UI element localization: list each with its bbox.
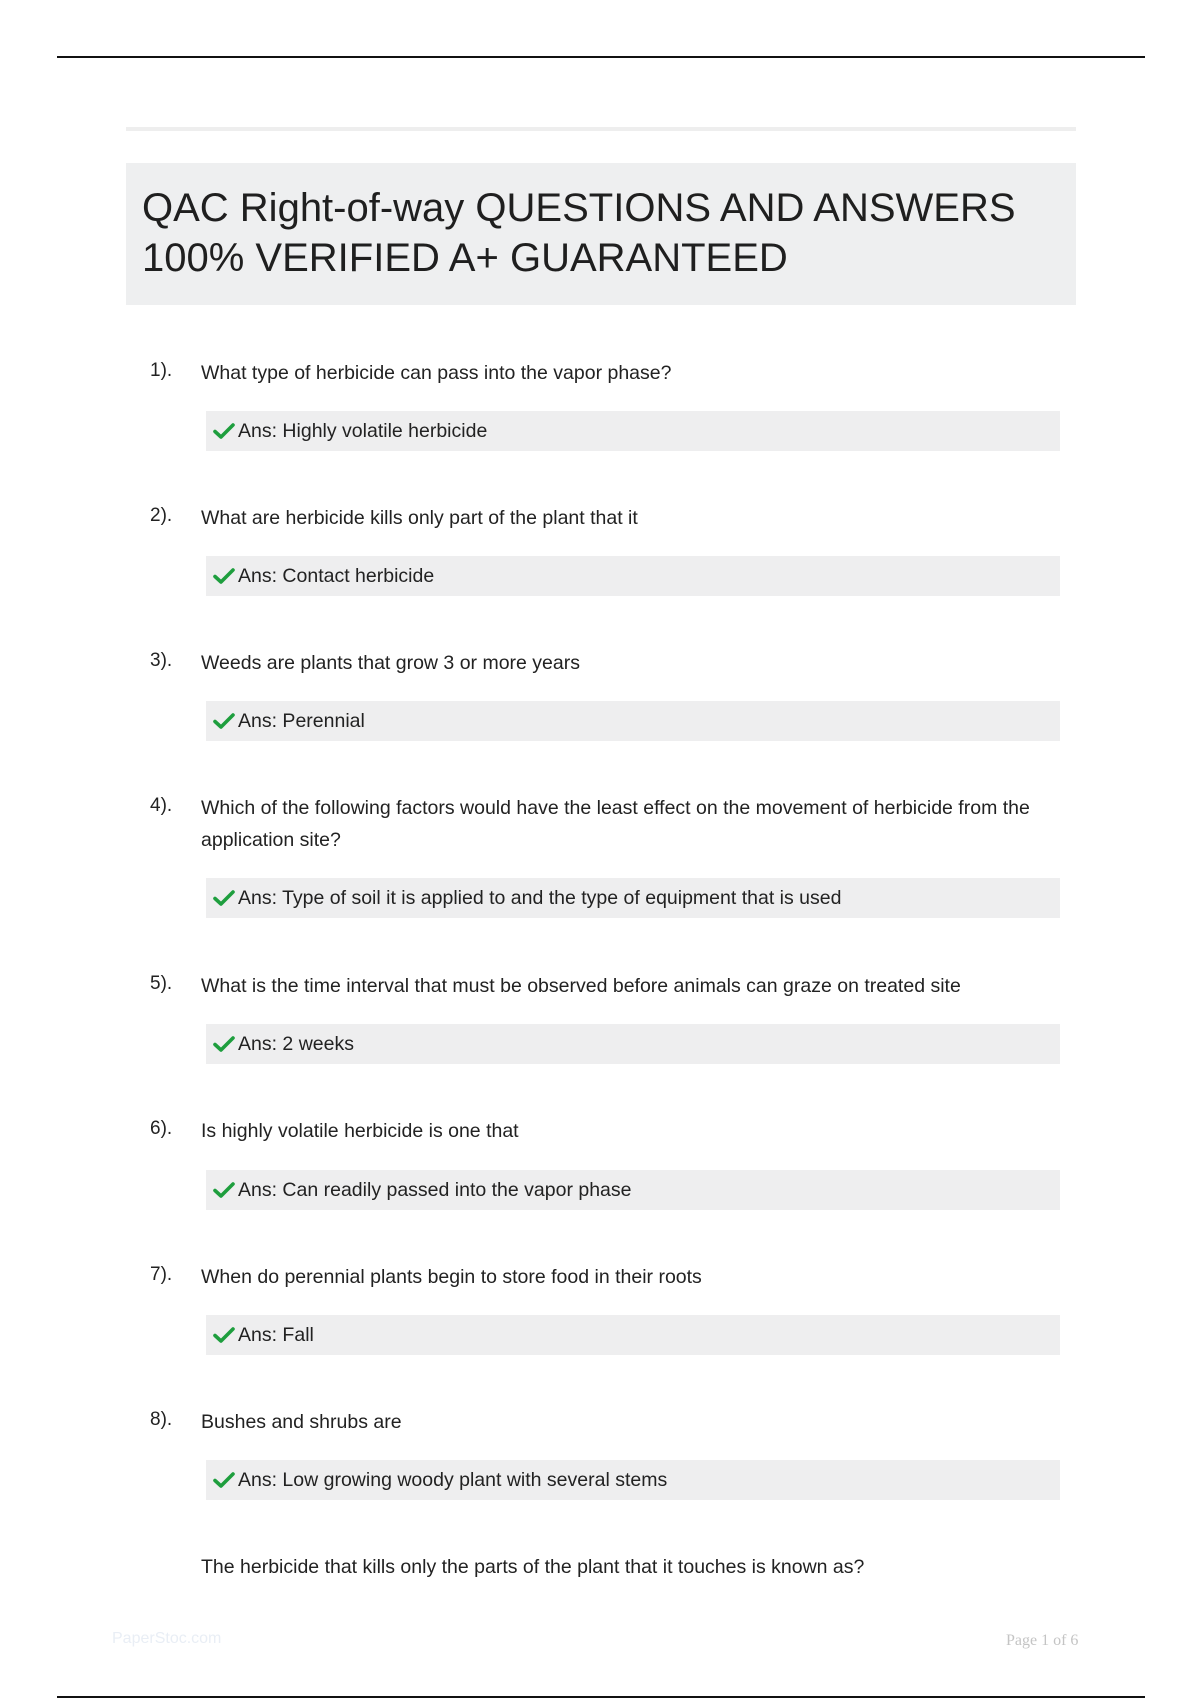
- question-text: Weeds are plants that grow 3 or more years: [201, 652, 580, 674]
- watermark-text: PaperStoc.com: [112, 1630, 222, 1647]
- question-text: What are herbicide kills only part of the plant that it: [201, 507, 638, 529]
- question-number: 7).: [150, 1264, 173, 1285]
- title-banner: [126, 163, 1076, 305]
- title-line-2: 100% VERIFIED A+ GUARANTEED: [142, 236, 788, 280]
- answer-text: Ans: Fall: [238, 1323, 314, 1346]
- answer-text: Ans: Perennial: [238, 709, 365, 732]
- checkmark-icon: [212, 1469, 236, 1491]
- question-number: 1).: [150, 360, 173, 381]
- answer-box: [206, 701, 1060, 741]
- answer-box: [206, 1170, 1060, 1210]
- answer-box: [206, 1460, 1060, 1500]
- answer-box: [206, 411, 1060, 451]
- answer-text: Ans: Low growing woody plant with several stems: [238, 1468, 668, 1491]
- question-number: 4).: [150, 795, 173, 816]
- answer-text: Ans: Highly volatile herbicide: [238, 419, 488, 442]
- page-title: [142, 183, 1060, 283]
- question-number: 3).: [150, 650, 173, 671]
- page-number: Page 1 of 6: [1006, 1632, 1079, 1649]
- checkmark-icon: [212, 710, 236, 732]
- answer-box: [206, 878, 1060, 918]
- question-number: 6).: [150, 1118, 173, 1139]
- checkmark-icon: [212, 1179, 236, 1201]
- header-divider: [126, 127, 1076, 131]
- answer-text: Ans: Contact herbicide: [238, 564, 435, 587]
- title-line-1: QAC Right-of-way QUESTIONS AND ANSWERS: [142, 186, 1016, 230]
- checkmark-icon: [212, 1033, 236, 1055]
- question-text: Which of the following factors would have the least effect on the movement of herbicide from the application site?: [201, 797, 1030, 851]
- question-text: What is the time interval that must be observed before animals can graze on treated site: [201, 975, 961, 997]
- question-number: 8).: [150, 1409, 173, 1430]
- answer-text: Ans: 2 weeks: [238, 1032, 354, 1055]
- answer-text: Ans: Type of soil it is applied to and the type of equipment that is used: [238, 886, 842, 909]
- question-text: What type of herbicide can pass into the vapor phase?: [201, 362, 672, 384]
- question-text: Is highly volatile herbicide is one that: [201, 1120, 519, 1142]
- answer-box: [206, 1024, 1060, 1064]
- question-number: 2).: [150, 505, 173, 526]
- checkmark-icon: [212, 565, 236, 587]
- answer-text: Ans: Can readily passed into the vapor phase: [238, 1178, 632, 1201]
- question-text: Bushes and shrubs are: [201, 1411, 402, 1433]
- question-text: The herbicide that kills only the parts of the plant that it touches is known as?: [201, 1556, 865, 1578]
- checkmark-icon: [212, 420, 236, 442]
- checkmark-icon: [212, 887, 236, 909]
- bottom-rule: [57, 1696, 1145, 1698]
- answer-box: [206, 556, 1060, 596]
- question-text: When do perennial plants begin to store food in their roots: [201, 1266, 702, 1288]
- checkmark-icon: [212, 1324, 236, 1346]
- answer-box: [206, 1315, 1060, 1355]
- top-rule: [57, 56, 1145, 58]
- question-number: 5).: [150, 973, 173, 994]
